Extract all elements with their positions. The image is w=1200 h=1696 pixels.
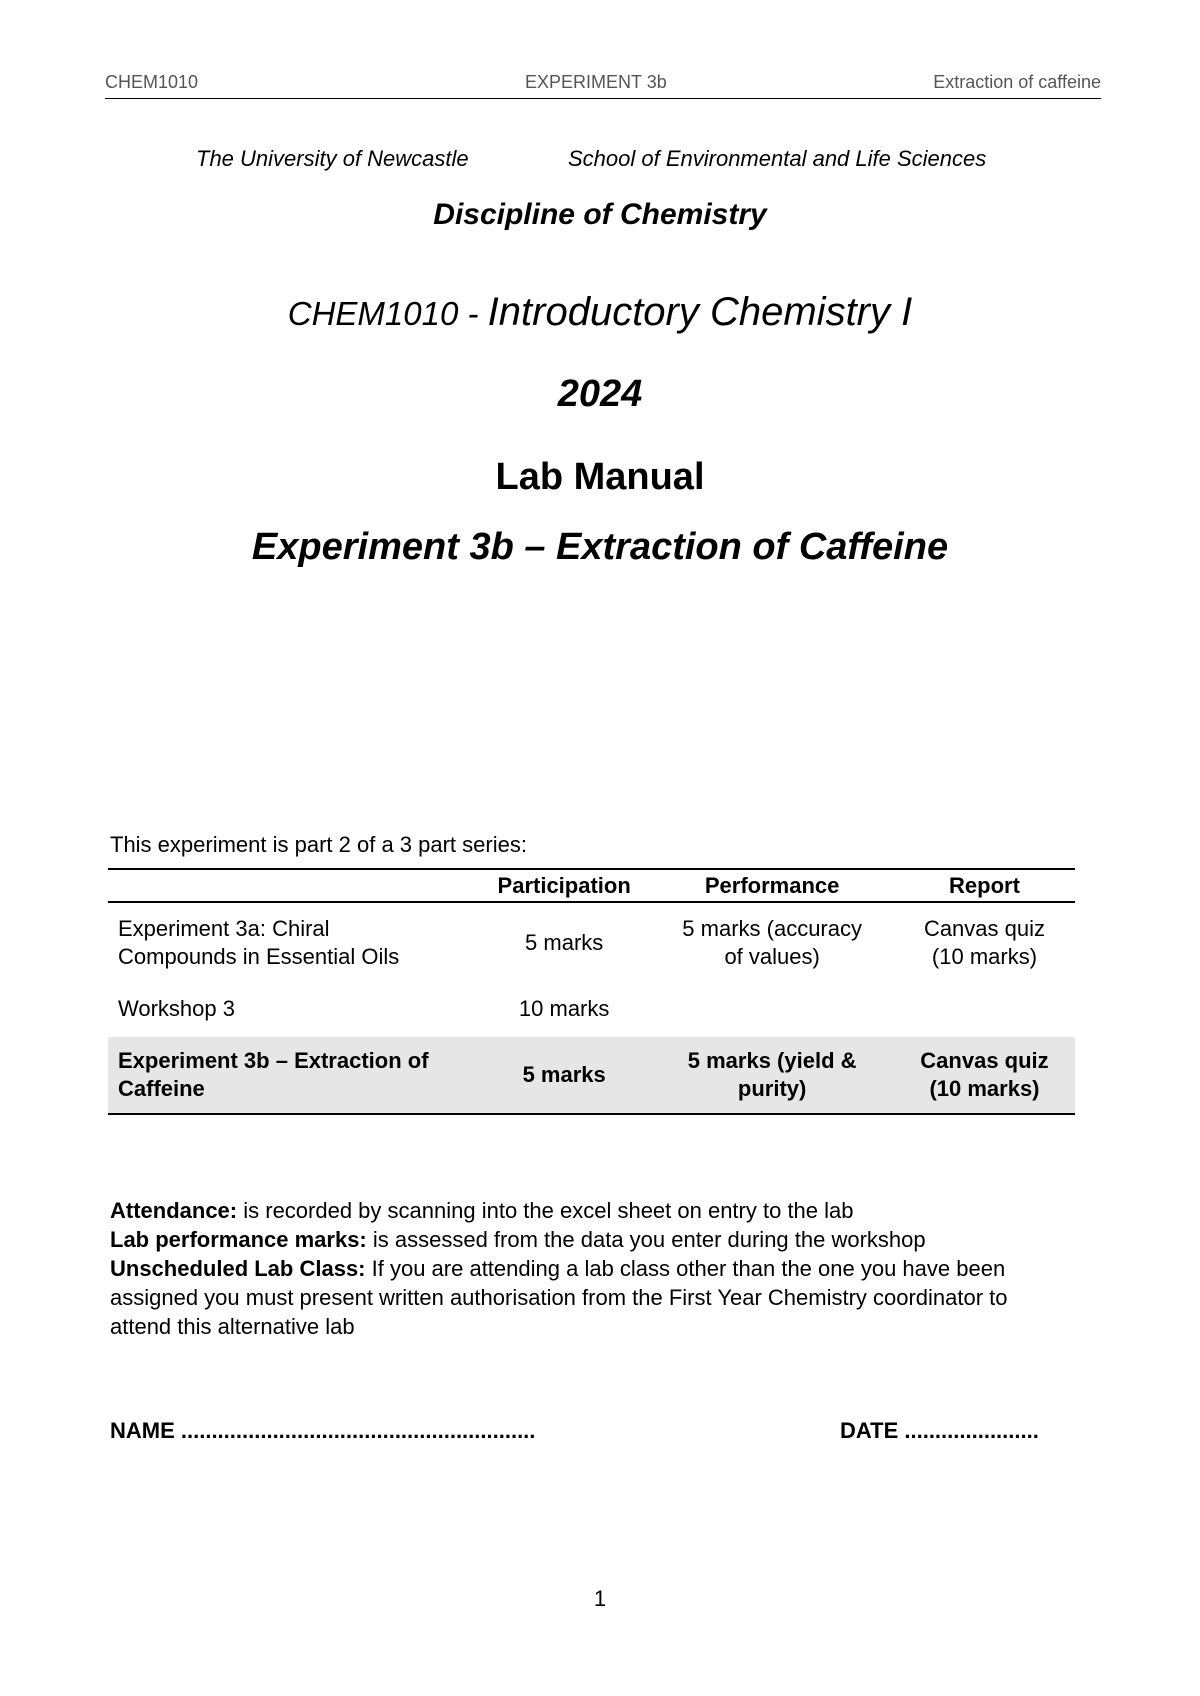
table-row-current-experiment [108,1037,1075,1114]
performance-cell [650,902,894,981]
name-field[interactable]: NAME .......................................................... [110,1418,536,1443]
experiment-name-line: Caffeine [118,1076,205,1101]
school-name: School of Environmental and Life Sciences [568,146,987,171]
performance-note [110,1225,1070,1254]
column-header-participation: Participation [478,869,650,902]
experiment-title: Experiment 3b – Extraction of Caffeine [251,526,949,568]
course-title [0,290,1200,335]
page-number: 1 [593,1586,607,1611]
course-code: CHEM1010 - [287,295,488,332]
report-cell [894,981,1075,1037]
unscheduled-text: If you are attending a lab class other than the one you have been assigned you must present written authorisation from the First Year Chemistry coordinator to attend this alternative lab [110,1256,1008,1339]
participation-cell: 10 marks [518,996,610,1021]
performance-text: is assessed from the data you enter during the workshop [366,1227,926,1252]
performance-label: Lab performance marks: [110,1227,367,1252]
experiment-cell [108,902,478,981]
experiment-name-line: Experiment 3a: Chiral [118,916,330,941]
manual-heading: Lab Manual [495,456,705,498]
participation-cell: 5 marks [525,930,604,955]
experiment-cell: Workshop 3 [118,996,235,1021]
experiment-cell [108,1037,478,1114]
series-intro: This experiment is part 2 of a 3 part series: [110,832,527,857]
report-line: Canvas quiz [920,1048,1049,1073]
table-header-row [108,869,1075,902]
header-topic: Extraction of caffeine [933,72,1101,92]
column-header-performance: Performance [650,869,894,902]
performance-line: 5 marks (yield & [687,1048,857,1073]
performance-line: 5 marks (accuracy [682,916,862,941]
lab-notes [110,1196,1070,1341]
performance-cell [650,981,894,1037]
date-field[interactable]: DATE ...................... [840,1418,1039,1443]
unscheduled-note [110,1254,1070,1341]
unscheduled-label: Unscheduled Lab Class: [110,1256,366,1281]
attendance-note [110,1196,1070,1225]
year-heading: 2024 [557,373,643,415]
report-cell [894,1037,1075,1114]
participation-cell: 5 marks [478,1037,650,1114]
running-header [105,72,1101,99]
experiment-name-line: Experiment 3b – Extraction of [118,1048,429,1073]
performance-line: purity) [737,1076,807,1101]
column-header-report: Report [894,869,1075,902]
report-line: (10 marks) [929,1076,1040,1101]
table-row [108,902,1075,981]
course-name: Introductory Chemistry I [487,290,913,334]
attendance-label: Attendance: [110,1198,238,1223]
header-course-code: CHEM1010 [105,72,199,92]
university-name: The University of Newcastle [196,146,469,171]
header-experiment: EXPERIMENT 3b [525,72,667,92]
table-row [108,981,1075,1037]
attendance-text: is recorded by scanning into the excel sheet on entry to the lab [237,1198,854,1223]
report-line: (10 marks) [931,944,1038,969]
marks-table [108,868,1075,1115]
report-line: Canvas quiz [923,916,1046,941]
experiment-name-line: Compounds in Essential Oils [118,944,400,969]
performance-cell [650,1037,894,1114]
discipline-heading: Discipline of Chemistry [433,198,767,231]
report-cell [894,902,1075,981]
column-header-experiment [108,869,478,902]
performance-line: of values) [724,944,820,969]
